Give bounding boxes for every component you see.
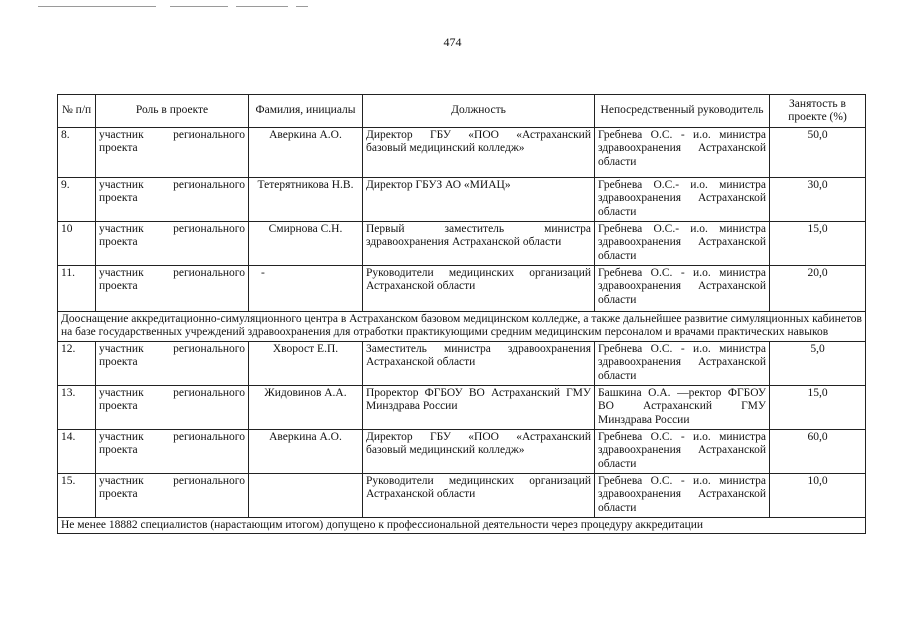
- row-position: Первый заместитель министра здравоохранения Астраханской области: [363, 222, 595, 266]
- section-row: [58, 312, 866, 342]
- section-text: Дооснащение аккредитационно-симуляционного центра в Астраханском базовом медицинском колледже, а также дальнейшее развитие симуляционных кабинетов на базе государственных учреждений здравоохранения для отработки практикующими средним медицинским персоналом и врачами практических навыков: [58, 312, 866, 342]
- row-num: 14.: [58, 429, 96, 473]
- row-position: Проректор ФГБОУ ВО Астраханский ГМУ Минздрава России: [363, 385, 595, 429]
- row-head: Гребнева О.С.- и.о. министра здравоохранения Астраханской области: [595, 222, 770, 266]
- row-share: 5,0: [770, 341, 866, 385]
- row-head: Гребнева О.С.- и.о. министра здравоохранения Астраханской области: [595, 178, 770, 222]
- row-share: 50,0: [770, 128, 866, 178]
- row-name: Хворост Е.П.: [249, 341, 363, 385]
- header-position: Должность: [363, 95, 595, 128]
- row-position: Руководители медицинских организаций Астраханской области: [363, 473, 595, 517]
- row-num: 8.: [58, 128, 96, 178]
- table-row: [58, 341, 866, 385]
- row-role: участник регионального проекта: [96, 178, 249, 222]
- footer-row: [58, 517, 866, 533]
- row-head: Гребнева О.С. - и.о. министра здравоохранения Астраханской области: [595, 429, 770, 473]
- row-num: 10: [58, 222, 96, 266]
- row-name: Смирнова С.Н.: [249, 222, 363, 266]
- footer-text: Не менее 18882 специалистов (нарастающим итогом) допущено к профессиональной деятельности через процедуру аккредитации: [58, 517, 866, 533]
- header-share: Занятость в проекте (%): [770, 95, 866, 128]
- row-head: Гребнева О.С. - и.о. министра здравоохранения Астраханской области: [595, 266, 770, 312]
- row-name: Жидовинов А.А.: [249, 385, 363, 429]
- table-header-row: [58, 95, 866, 128]
- table-row: [58, 178, 866, 222]
- row-share: 30,0: [770, 178, 866, 222]
- table-row: [58, 222, 866, 266]
- row-name: [249, 473, 363, 517]
- row-role: участник регионального проекта: [96, 429, 249, 473]
- row-name: Аверкина А.О.: [249, 429, 363, 473]
- row-role: участник регионального проекта: [96, 473, 249, 517]
- row-name: -: [249, 266, 363, 312]
- row-head: Башкина О.А. —ректор ФГБОУ ВО Астраханский ГМУ Минздрава России: [595, 385, 770, 429]
- row-share: 15,0: [770, 385, 866, 429]
- row-name: Аверкина А.О.: [249, 128, 363, 178]
- row-share: 10,0: [770, 473, 866, 517]
- row-head: Гребнева О.С. - и.о. министра здравоохранения Астраханской области: [595, 128, 770, 178]
- header-head: Непосредственный руководитель: [595, 95, 770, 128]
- row-head: Гребнева О.С. - и.о. министра здравоохранения Астраханской области: [595, 341, 770, 385]
- row-name: Тетерятникова Н.В.: [249, 178, 363, 222]
- row-role: участник регионального проекта: [96, 385, 249, 429]
- row-position: Директор ГБУ «ПОО «Астраханский базовый медицинский колледж»: [363, 128, 595, 178]
- table-row: [58, 429, 866, 473]
- row-num: 13.: [58, 385, 96, 429]
- row-role: участник регионального проекта: [96, 222, 249, 266]
- row-share: 60,0: [770, 429, 866, 473]
- row-role: участник регионального проекта: [96, 341, 249, 385]
- row-position: Директор ГБУЗ АО «МИАЦ»: [363, 178, 595, 222]
- header-num: № п/п: [58, 95, 96, 128]
- row-num: 9.: [58, 178, 96, 222]
- row-position: Руководители медицинских организаций Астраханской области: [363, 266, 595, 312]
- table-row: [58, 473, 866, 517]
- row-share: 20,0: [770, 266, 866, 312]
- table-row: [58, 266, 866, 312]
- row-head: Гребнева О.С. - и.о. министра здравоохранения Астраханской области: [595, 473, 770, 517]
- header-name: Фамилия, инициалы: [249, 95, 363, 128]
- page-number: 474: [443, 35, 462, 49]
- row-position: Директор ГБУ «ПОО «Астраханский базовый медицинский колледж»: [363, 429, 595, 473]
- row-num: 11.: [58, 266, 96, 312]
- row-role: участник регионального проекта: [96, 128, 249, 178]
- table-row: [58, 128, 866, 178]
- row-num: 15.: [58, 473, 96, 517]
- project-team-table: [57, 94, 866, 534]
- header-role: Роль в проекте: [96, 95, 249, 128]
- row-share: 15,0: [770, 222, 866, 266]
- table-row: [58, 385, 866, 429]
- row-role: участник регионального проекта: [96, 266, 249, 312]
- row-num: 12.: [58, 341, 96, 385]
- row-position: Заместитель министра здравоохранения Астраханской области: [363, 341, 595, 385]
